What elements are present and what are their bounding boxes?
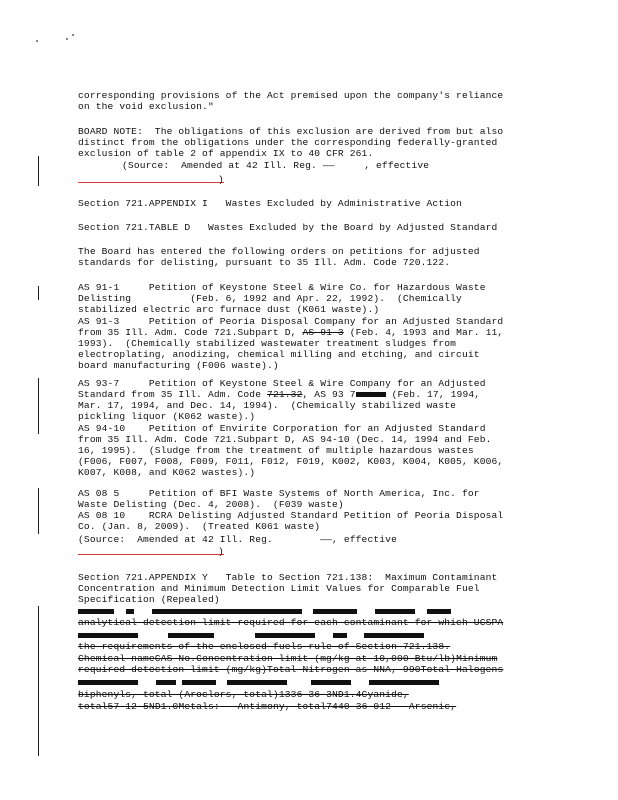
text-span: from 35 Ill. Adm. Code 721.Subpart D, (78, 327, 303, 338)
struck-table-row: biphenyls, total (Aroclors, total)1336-36-3ND1.4Cyanide, (78, 689, 409, 700)
red-underline (78, 554, 224, 555)
revision-bar (38, 488, 39, 534)
redacted-line (78, 606, 451, 617)
entry-as-93-7: AS 93-7 Petition of Keystone Steel & Wire Company for an Adjusted (78, 378, 486, 389)
text-span: Total Nitrogen as NNA (267, 664, 392, 675)
text-line: on the void exclusion." (78, 101, 214, 112)
redaction-mark (78, 633, 138, 638)
text-line (78, 327, 503, 338)
source-note: (Source: Amended at 42 Ill. Reg. —— , effective (122, 160, 430, 171)
redaction-mark (152, 609, 302, 614)
text-line: Specification (Repealed) (78, 594, 220, 605)
text-span: Arsenic, (408, 701, 457, 712)
struck-text: analytical detection limit required for each contaminant for which UCSPA (78, 617, 504, 628)
redaction-mark (78, 680, 138, 685)
text-line: exclusion of table 2 of appendix IX to 40 CFR 261. (78, 148, 374, 159)
redaction-mark (375, 609, 415, 614)
text-line: Mar. 17, 1994, and Dec. 14, 1994). (Chemically stabilized waste (78, 400, 457, 411)
redaction-mark (313, 609, 357, 614)
redaction-mark (364, 633, 424, 638)
redaction-mark (427, 609, 451, 614)
redaction-mark (126, 609, 134, 614)
scan-speck (72, 34, 74, 36)
source-note: (Source: Amended at 42 Ill. Reg. ——, effective (78, 534, 397, 545)
section-heading-appendix-y: Section 721.APPENDIX Y Table to Section 721.138: Maximum Contaminant (78, 572, 498, 583)
scan-speck (36, 40, 38, 42)
redaction-mark (311, 680, 351, 685)
text-span: (Feb. 17, 1994, (385, 389, 481, 400)
text-span: Standard from 35 Ill. Adm. Code (78, 389, 268, 400)
revision-bar (38, 378, 39, 434)
struck-table-row (78, 701, 456, 712)
redaction-mark (356, 392, 386, 397)
text-span: (Feb. 4, 1993 and Mar. 11, (343, 327, 504, 338)
text-line: Delisting (Feb. 6, 1992 and Apr. 22, 1992). (Chemically (78, 293, 462, 304)
entry-as-08-10: AS 08 10 RCRA Delisting Adjusted Standard Petition of Peoria Disposal (78, 510, 504, 521)
text-span: , AS 93 7 (302, 389, 356, 400)
redaction-mark (227, 680, 287, 685)
text-line (78, 389, 480, 400)
board-note: BOARD NOTE: The obligations of this exclusion are derived from but also (78, 126, 504, 137)
text-span: 990 (402, 664, 421, 675)
section-heading-table-d: Section 721.TABLE D Wastes Excluded by the Board by Adjusted Standard (78, 222, 498, 233)
entry-as-08-5: AS 08 5 Petition of BFI Waste Systems of North America, Inc. for (78, 488, 480, 499)
text-line: Waste Delisting (Dec. 4, 2008). (F039 waste) (78, 499, 344, 510)
red-underline (78, 182, 224, 183)
text-line: The Board has entered the following orders on petitions for adjusted (78, 246, 480, 257)
redacted-line (78, 677, 439, 688)
text-span: Antimony, total7440-36-01 (237, 701, 386, 712)
section-heading-appendix-i: Section 721.APPENDIX I Wastes Excluded by Administrative Action (78, 198, 462, 209)
text-span: ND1.0 (148, 701, 179, 712)
text-line: Concentration and Minimum Detection Limit Values for Comparable Fuel (78, 583, 480, 594)
text-line: (F006, F007, F008, F009, F011, F012, F019, K002, K003, K004, K005, K006, (78, 456, 504, 467)
text-span: 57-12-5 (107, 701, 149, 712)
paren-close: ) (218, 174, 224, 185)
redaction-mark (156, 680, 176, 685)
entry-as-94-10: AS 94-10 Petition of Envirite Corporation for an Adjusted Standard (78, 423, 486, 434)
struck-text: AS 91-3 (302, 327, 344, 338)
text-span: Concentration limit (mg/kg at 10,000 Btu/lb) (196, 653, 457, 664)
text-span: total (78, 701, 108, 712)
text-line: Co. (Jan. 8, 2009). (Treated K061 waste) (78, 521, 321, 532)
text-span: Metals: (178, 701, 220, 712)
text-line: corresponding provisions of the Act premised upon the company's reliance (78, 90, 504, 101)
text-span: Chemical name (78, 653, 155, 664)
struck-table-row (78, 664, 503, 675)
redaction-mark (168, 633, 214, 638)
redaction-mark (78, 609, 114, 614)
revision-bar (38, 286, 39, 300)
revision-bar (38, 156, 39, 186)
redaction-mark (369, 680, 439, 685)
text-line: from 35 Ill. Adm. Code 721.Subpart D, AS 94-10 (Dec. 14, 1994 and Feb. (78, 434, 492, 445)
text-line: pickling liquor (K062 waste).) (78, 411, 256, 422)
struck-text: the requirements of the enclosed fuels rule of Section 721.138. (78, 641, 451, 652)
text-span: CAS No. (154, 653, 197, 664)
text-line: K007, K008, and K062 wastes).) (78, 467, 256, 478)
text-span: Minimum (456, 653, 498, 664)
text-span: required detection limit (mg/kg) (78, 664, 268, 675)
redaction-mark (182, 680, 216, 685)
text-line: distinct from the obligations under the corresponding federally-granted (78, 137, 498, 148)
redacted-line (78, 630, 424, 641)
text-line: stabilized electric arc furnace dust (K061 waste).) (78, 304, 380, 315)
text-span: 2 (385, 701, 392, 712)
entry-as-91-1: AS 91-1 Petition of Keystone Steel & Wire Co. for Hazardous Waste (78, 282, 486, 293)
text-line: electroplating, anodizing, chemical milling and etching, and circuit (78, 349, 480, 360)
text-line: 1993). (Chemically stabilized wastewater treatment sludges from (78, 338, 457, 349)
redaction-mark (255, 633, 315, 638)
struck-table-header (78, 653, 497, 664)
text-line: 16, 1995). (Sludge from the treatment of multiple hazardous wastes (78, 445, 474, 456)
text-span: Total Halogens (420, 664, 504, 675)
redaction-mark (333, 633, 347, 638)
revision-bar (38, 606, 39, 756)
entry-as-91-3: AS 91-3 Petition of Peoria Disposal Company for an Adjusted Standard (78, 316, 504, 327)
paren-close: ) (218, 546, 224, 557)
struck-text: 721.32 (267, 389, 303, 400)
text-line: standards for delisting, pursuant to 35 Ill. Adm. Code 720.122. (78, 257, 451, 268)
text-line: board manufacturing (F006 waste).) (78, 360, 279, 371)
text-span: , (391, 664, 403, 675)
scan-speck (66, 38, 68, 40)
